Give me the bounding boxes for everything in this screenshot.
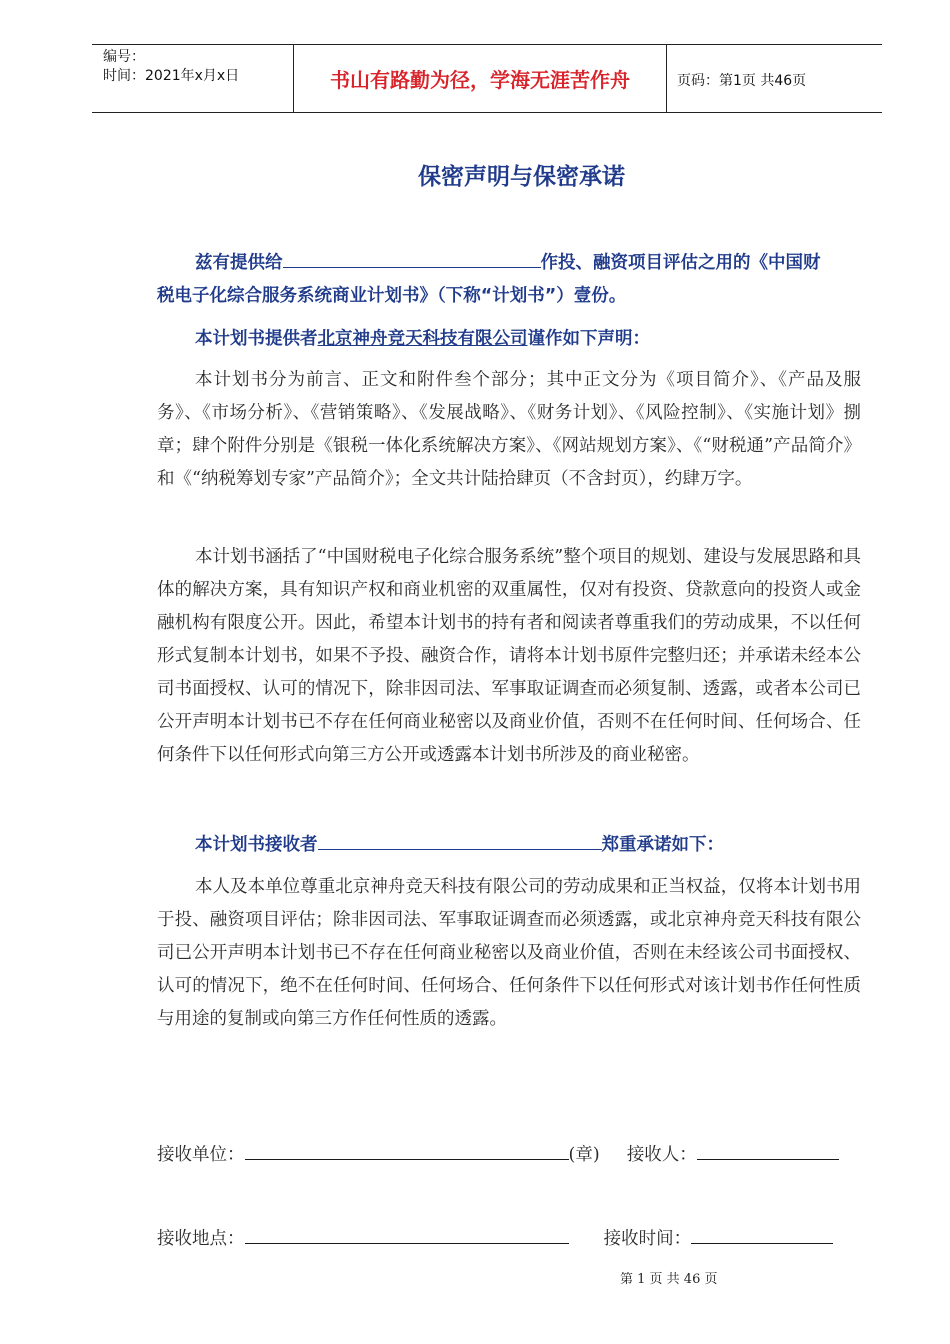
recipient-commitment-heading bbox=[157, 829, 861, 862]
page-title: 保密声明与保密承诺 bbox=[418, 164, 625, 190]
signature-row-unit bbox=[157, 1141, 839, 1166]
recipient-prefix: 本计划书接收者 bbox=[195, 835, 318, 855]
time-label: 接收时间： bbox=[603, 1229, 692, 1249]
unit-field[interactable] bbox=[245, 1141, 569, 1160]
seal-label: (章) bbox=[568, 1145, 600, 1165]
structure-paragraph: 本计划书分为前言、正文和附件叁个部分；其中正文分为《项目简介》、《产品及服务》、《市场分析》、《营销策略》、《发展战略》、《财务计划》、《风险控制》、《实施计划》捌章；肆个附件分别是《银税一体化系统解决方案》、《网站规划方案》、《“财税通”产品简介》和《“纳税筹划专家”产品简介》；全文共计陆拾肆页（不含封页），约肆万字。 bbox=[157, 370, 861, 489]
unit-label: 接收单位： bbox=[157, 1145, 245, 1165]
time-field[interactable] bbox=[691, 1225, 833, 1244]
provider-statement bbox=[157, 323, 861, 356]
recipient-name-blank[interactable] bbox=[318, 831, 602, 850]
confidentiality-paragraph: 本计划书涵括了“中国财税电子化综合服务系统”整个项目的规划、建设与发展思路和具体的解决方案，具有知识产权和商业机密的双重属性，仅对有投资、贷款意向的投资人或金融机构有限度公开。因此，希望本计划书的持有者和阅读者尊重我们的劳动成果，不以任何形式复制本计划书，如果不予投、融资合作，请将本计划书原件完整归还；并承诺未经本公司书面授权、认可的情况下，除非因司法、军事取证调查而必须复制、透露，或者本公司已公开声明本计划书已不存在任何商业秘密以及商业价值，否则不在任何时间、任何场合、任何条件下以任何形式向第三方公开或透露本计划书所涉及的商业秘密。 bbox=[157, 547, 861, 765]
doc-number-label: 编号： bbox=[103, 49, 145, 65]
person-field[interactable] bbox=[697, 1141, 839, 1160]
address-field[interactable] bbox=[245, 1225, 569, 1244]
header-page-info: 页码：第1页 共46页 bbox=[677, 73, 807, 89]
header-divider bbox=[666, 44, 667, 113]
intro-suffix: 作投、融资项目评估之用的《中国财 bbox=[540, 253, 821, 273]
intro-prefix: 兹有提供给 bbox=[195, 253, 283, 273]
header-motto: 书山有路勤为径，学海无涯苦作舟 bbox=[330, 68, 630, 92]
signature-row-address bbox=[157, 1225, 833, 1250]
recipient-suffix: 郑重承诺如下： bbox=[601, 835, 724, 855]
recipient-blank[interactable] bbox=[283, 249, 541, 268]
provider-prefix: 本计划书提供者 bbox=[195, 329, 318, 349]
intro-line2: 税电子化综合服务系统商业计划书》（下称“计划书”）壹份。 bbox=[157, 286, 627, 306]
commitment-paragraph: 本人及本单位尊重北京神舟竞天科技有限公司的劳动成果和正当权益，仅将本计划书用于投、融资项目评估；除非因司法、军事取证调查而必须透露，或北京神舟竞天科技有限公司已公开声明本计划书已不存在任何商业秘密以及商业价值，否则在未经该公司书面授权、认可的情况下，绝不在任何时间、任何场合、任何条件下以任何形式对该计划书作任何性质与用途的复制或向第三方作任何性质的透露。 bbox=[157, 877, 861, 1029]
statement-intro bbox=[157, 247, 861, 313]
provider-suffix: 谨作如下声明： bbox=[527, 329, 650, 349]
header-meta bbox=[103, 48, 239, 86]
provider-company: 北京神舟竞天科技有限公司 bbox=[317, 329, 528, 349]
person-label: 接收人： bbox=[626, 1145, 697, 1165]
page-footer: 第 1 页 共 46 页 bbox=[620, 1272, 718, 1287]
address-label: 接收地点： bbox=[157, 1229, 245, 1249]
doc-time: 时间：2021年x月x日 bbox=[103, 68, 240, 84]
